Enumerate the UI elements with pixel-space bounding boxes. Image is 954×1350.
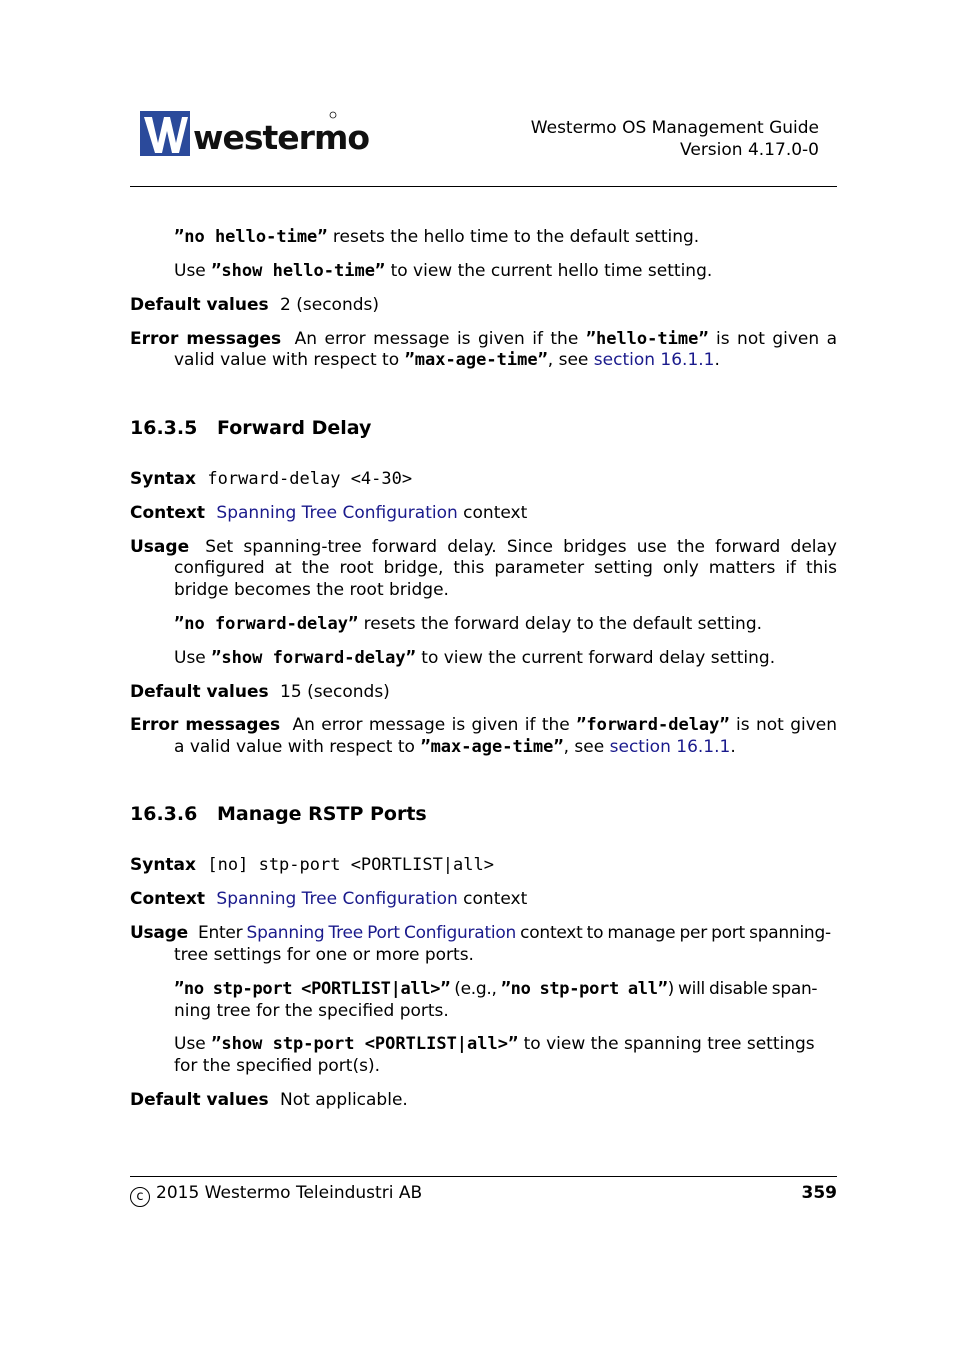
no-stp-port-line1 [174,978,864,1000]
usage-text: ) will disable span- [667,979,818,999]
westermo-logo [138,109,369,164]
rstp-syntax [130,854,837,876]
usage-text: for the specified port(s). [174,1056,380,1076]
no-stp-port-all-command: ”no stp-port all” [500,979,668,999]
syntax-text: [no] stp-port <PORTLIST|all> [207,855,494,875]
no-hello-time-line [174,226,837,248]
rstp-context [130,888,837,910]
error-text: An error message is given if the [294,329,586,349]
usage-text: Enter [198,923,247,943]
context-link[interactable]: Spanning Tree Configuration [216,889,458,909]
guide-version: Version 4.17.0-0 [680,140,819,160]
use-word: Use [174,648,212,668]
default-values-text: 2 (seconds) [280,295,380,315]
section-number: 16.3.6 [130,803,198,825]
show-forward-delay-command: ”show forward-delay” [211,648,416,668]
section-heading-forward-delay [130,417,371,439]
show-stp-port-line2 [174,1055,837,1077]
no-hello-time-desc: resets the hello time to the default setting. [327,227,700,247]
syntax-label: Syntax [130,469,196,489]
show-forward-delay-line [174,647,837,669]
usage-text: to view the spanning tree settings [518,1034,815,1054]
rstp-usage-line2 [174,944,837,966]
forward-syntax [130,468,837,490]
syntax-text: forward-delay <4-30> [207,469,413,489]
error-text: . [714,350,720,370]
show-hello-time-line [174,260,837,282]
error-text: is not given [729,715,838,735]
usage-label: Usage [130,537,190,557]
section-heading-manage-rstp-ports [130,803,427,825]
error-text: valid value with respect to [174,350,405,370]
error-text: is not given a [708,329,838,349]
document-header [531,117,819,161]
usage-label: Usage [130,923,188,943]
hello-error-line1 [130,328,837,350]
usage-text: context to manage per port spanning- [516,923,831,943]
error-text: . [730,737,736,757]
show-forward-delay-desc: to view the current forward delay setting. [415,648,776,668]
error-command: ”hello-time” [585,329,709,349]
default-values-text: Not applicable. [280,1090,408,1110]
show-stp-port-command: ”show stp-port <PORTLIST|all>” [211,1034,519,1054]
section-link[interactable]: section 16.1.1 [609,737,731,757]
header-rule [130,186,837,187]
context-link[interactable]: Spanning Tree Configuration [216,503,458,523]
default-values-label: Default values [130,295,269,315]
context-text: context [457,889,528,909]
context-label: Context [130,889,206,909]
no-forward-delay-desc: resets the forward delay to the default setting. [358,614,763,634]
error-messages-label: Error messages [130,715,281,735]
hello-default-values [130,294,837,316]
error-messages-label: Error messages [130,329,282,349]
westermo-logo-mark [138,109,369,159]
forward-error-line2 [174,736,837,758]
show-stp-port-line1 [174,1033,837,1055]
use-word: Use [174,261,212,281]
context-text: context [457,503,528,523]
forward-usage-line2 [174,557,837,579]
error-text: a valid value with respect to [174,737,421,757]
no-forward-delay-command: ”no forward-delay” [174,614,359,634]
error-text: , see [547,350,594,370]
context-label: Context [130,503,206,523]
no-stp-port-command: ”no stp-port <PORTLIST|all>” [174,979,451,999]
svg-text:westermo: westermo [193,118,369,157]
usage-text: configured at the root bridge, this parameter setting only matters if this [174,558,837,578]
show-hello-time-desc: to view the current hello time setting. [385,261,713,281]
section-title: Manage RSTP Ports [217,803,427,825]
use-word: Use [174,1034,212,1054]
footer-rule [130,1176,837,1177]
section-link[interactable]: section 16.1.1 [593,350,715,370]
rstp-usage-line1 [130,922,870,944]
forward-usage-line1 [130,536,837,558]
error-command: ”max-age-time” [420,737,564,757]
page-number: 359 [801,1183,837,1203]
error-command: ”max-age-time” [404,350,548,370]
error-text: An error message is given if the [292,715,577,735]
default-values-label: Default values [130,1090,269,1110]
rstp-default-values [130,1089,837,1111]
forward-context [130,502,837,524]
usage-text: tree settings for one or more ports. [174,945,474,965]
usage-text: Set spanning-tree forward delay. Since bridges use the forward delay [205,537,837,557]
no-hello-time-command: ”no hello-time” [174,227,328,247]
forward-error-line1 [130,714,837,736]
no-forward-delay-line [174,613,837,635]
syntax-label: Syntax [130,855,196,875]
section-number: 16.3.5 [130,417,198,439]
usage-text: bridge becomes the root bridge. [174,580,449,600]
no-stp-port-line2 [174,1000,837,1022]
usage-text: (e.g., [450,979,501,999]
port-config-link[interactable]: Spanning Tree Port Configuration [246,923,517,943]
error-text: , see [563,737,610,757]
copyright-icon: c [130,1187,150,1207]
default-values-text: 15 (seconds) [280,682,390,702]
page-footer [130,1182,837,1207]
show-hello-time-command: ”show hello-time” [211,261,386,281]
guide-title: Westermo OS Management Guide [530,118,819,138]
copyright-text: 2015 Westermo Teleindustri AB [156,1183,423,1203]
default-values-label: Default values [130,682,269,702]
section-title: Forward Delay [217,417,372,439]
error-command: ”forward-delay” [576,715,730,735]
forward-default-values [130,681,837,703]
hello-error-line2 [174,349,837,371]
usage-text: ning tree for the specified ports. [174,1001,449,1021]
forward-usage-line3 [174,579,837,601]
